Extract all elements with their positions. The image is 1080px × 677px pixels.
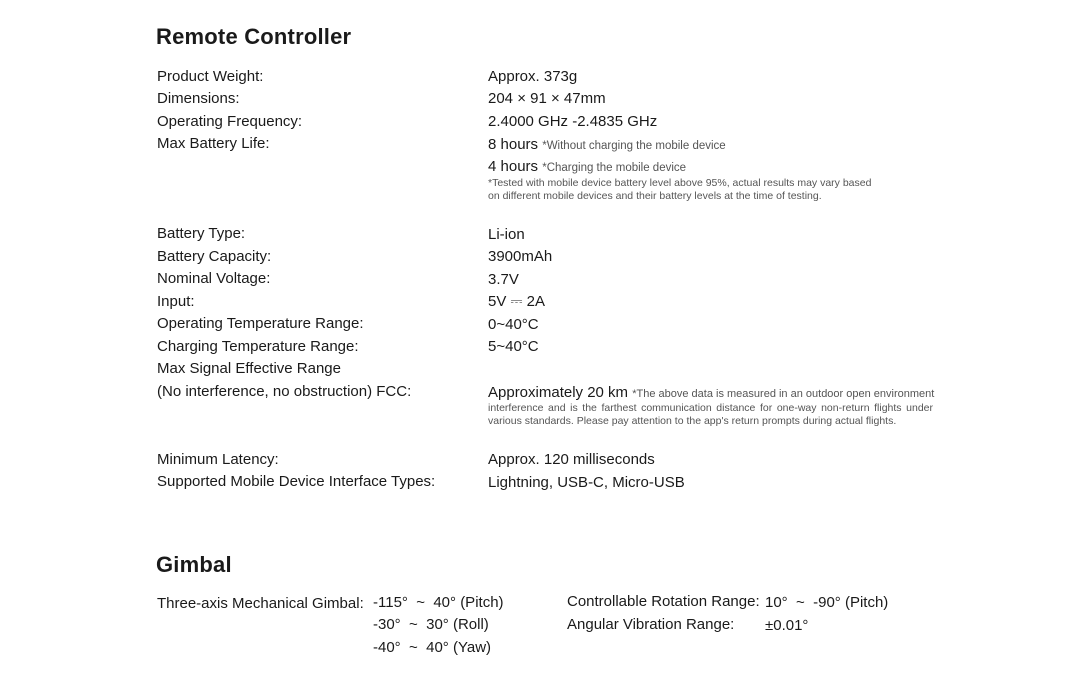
product-weight-value: Approx. 373g — [488, 68, 578, 85]
section-title-remote-controller: Remote Controller — [156, 24, 352, 49]
operating-frequency-label: Operating Frequency: — [157, 113, 303, 130]
minimum-latency-value: Approx. 120 milliseconds — [488, 451, 655, 468]
max-signal-range-note: *The above data is measured in an outdoor open environment — [632, 388, 935, 400]
operating-temperature-label: Operating Temperature Range: — [157, 315, 364, 332]
input-label: Input: — [157, 293, 195, 310]
dimensions-value: 204 × 91 × 47mm — [488, 90, 606, 107]
battery-type-label: Battery Type: — [157, 225, 246, 242]
input-value: 5V ⎓ 2A — [488, 293, 545, 310]
dimensions-label: Dimensions: — [157, 90, 240, 107]
battery-capacity-label: Battery Capacity: — [157, 248, 272, 265]
battery-type-value: Li-ion — [488, 226, 525, 243]
gimbal-roll-range: -30° ~ 30° (Roll) — [373, 616, 489, 633]
interface-types-value: Lightning, USB-C, Micro-USB — [488, 474, 685, 491]
gimbal-pitch-range: -115° ~ 40° (Pitch) — [373, 594, 504, 611]
max-battery-life-value-2 — [488, 158, 686, 177]
battery-footnote-line-1: *Tested with mobile device battery level above 95%, actual results may vary based — [488, 177, 872, 189]
nominal-voltage-value: 3.7V — [488, 271, 519, 288]
operating-frequency-value: 2.4000 GHz -2.4835 GHz — [488, 113, 658, 130]
controllable-rotation-label: Controllable Rotation Range: — [567, 593, 760, 610]
battery-life-note-2: *Charging the mobile device — [542, 162, 687, 174]
operating-temperature-value: 0~40°C — [488, 316, 539, 333]
max-signal-range-label-line-2: (No interference, no obstruction) FCC: — [157, 383, 412, 400]
angular-vibration-value: ±0.01° — [765, 617, 809, 634]
three-axis-gimbal-label: Three-axis Mechanical Gimbal: — [157, 595, 364, 612]
battery-life-note-1: *Without charging the mobile device — [542, 140, 726, 152]
max-signal-range-km: Approximately 20 km — [488, 384, 629, 401]
max-signal-range-fine-print: interference and is the farthest communication distance for one-way non-return flights under various standards. Please pay attention to the app's return prompts during actual flights. — [488, 402, 933, 427]
max-battery-life-label: Max Battery Life: — [157, 135, 270, 152]
battery-capacity-value: 3900mAh — [488, 248, 553, 265]
charging-temperature-value: 5~40°C — [488, 338, 539, 355]
angular-vibration-label: Angular Vibration Range: — [567, 616, 735, 633]
nominal-voltage-label: Nominal Voltage: — [157, 270, 271, 287]
interface-types-label: Supported Mobile Device Interface Types: — [157, 473, 436, 490]
gimbal-yaw-range: -40° ~ 40° (Yaw) — [373, 639, 492, 656]
max-signal-range-label-line-1: Max Signal Effective Range — [157, 360, 341, 377]
product-weight-label: Product Weight: — [157, 68, 264, 85]
section-title-gimbal: Gimbal — [156, 552, 232, 577]
battery-life-hours-1: 8 hours — [488, 136, 539, 153]
controllable-rotation-value: 10° ~ -90° (Pitch) — [765, 594, 889, 611]
battery-life-hours-2: 4 hours — [488, 158, 539, 175]
max-signal-range-value — [488, 384, 934, 403]
minimum-latency-label: Minimum Latency: — [157, 451, 279, 468]
battery-footnote-line-2: on different mobile devices and their battery levels at the time of testing. — [488, 190, 822, 202]
charging-temperature-label: Charging Temperature Range: — [157, 338, 359, 355]
max-battery-life-value-1 — [488, 136, 726, 155]
